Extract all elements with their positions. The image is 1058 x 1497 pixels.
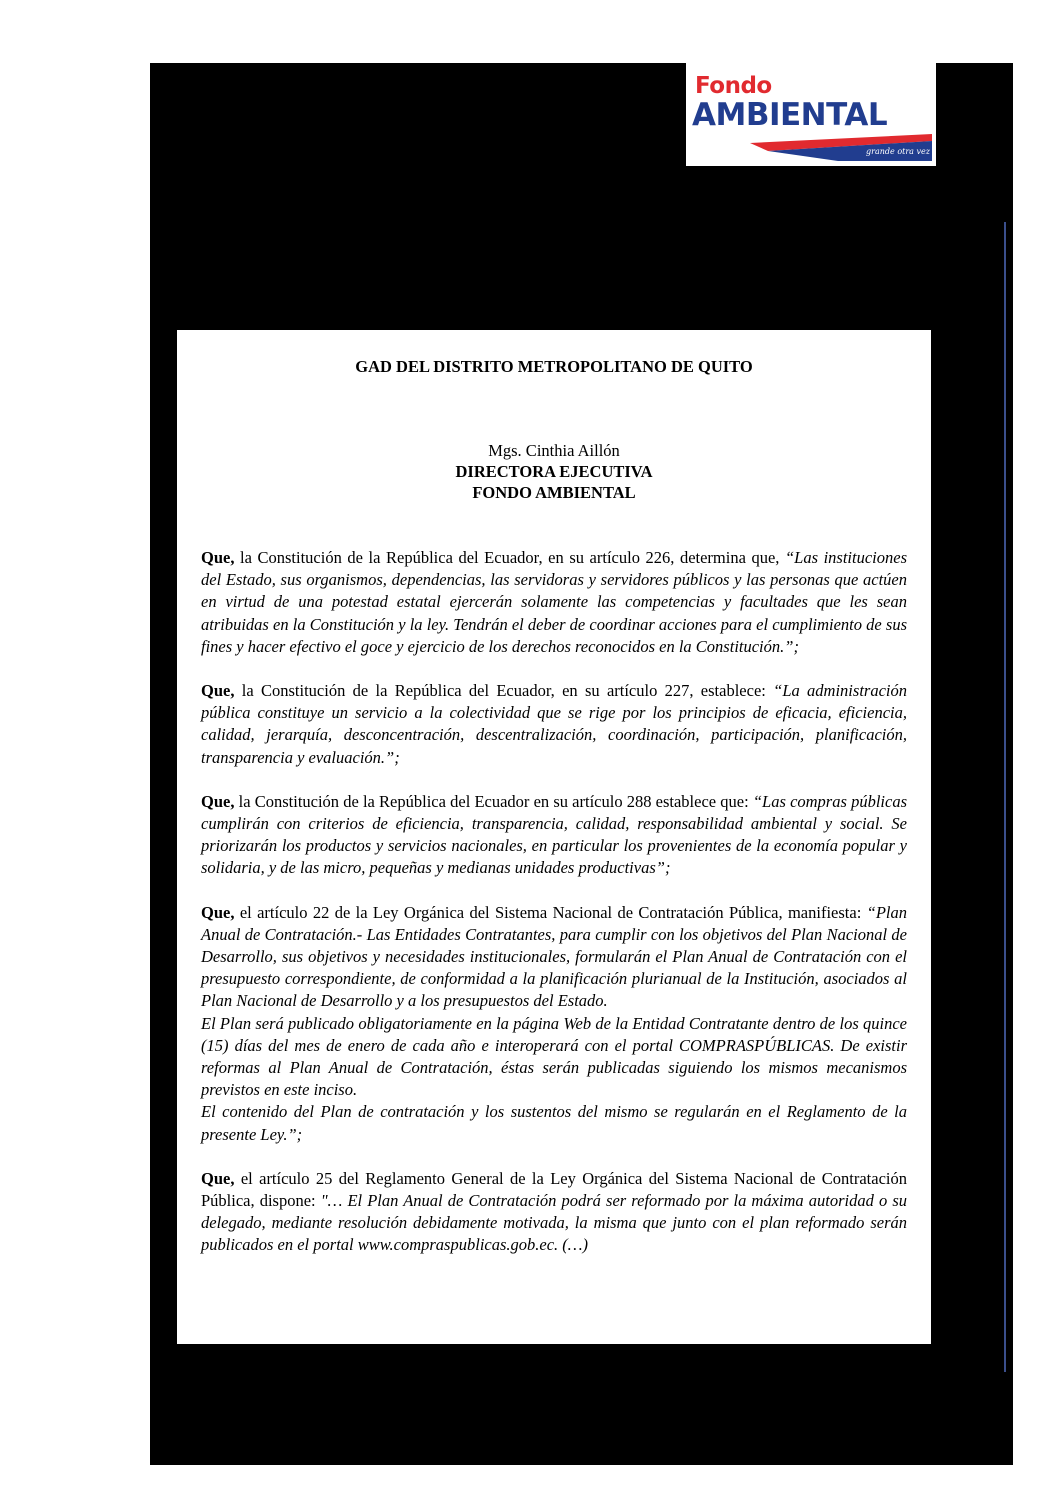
signature-block <box>177 440 931 503</box>
paragraph-quote: “Las compras públicas cumplirán con criterios de eficiencia, transparencia, calidad, responsabilidad ambiental y social. Se priorizarán los productos y servicios nacionales, en particular los provenientes de la economía popular y solidaria, y de las micro, pequeñas y medianas unidades productivas”; <box>201 791 907 878</box>
paragraph-text: el artículo 22 de la Ley Orgánica del Sistema Nacional de Contratación Pública, manifiesta: <box>234 902 867 922</box>
paragraph-quote: “Las instituciones del Estado, sus organismos, dependencias, las servidoras y servidores públicos y las personas que actúen en virtud de una potestad estatal ejercerán solamente las competencias y facultades que les sean atribuidas en la Constitución y la ley. Tendrán el deber de coordinar acciones para el cumplimiento de sus fines y hacer efectivo el goce y ejercicio de los derechos reconocidos en la Constitución.”; <box>201 548 907 656</box>
signer-name: Mgs. Cinthia Aillón <box>488 441 620 460</box>
edge-rule <box>1004 222 1006 1372</box>
paragraph <box>201 547 907 658</box>
paragraph <box>201 1168 907 1257</box>
logo-line-ambiental: AMBIENTAL <box>692 97 888 133</box>
paragraph-lead: Que, <box>201 681 235 701</box>
paragraph-quote: “Plan Anual de Contratación.- Las Entidades Contratantes, para cumplir con los objetivos del Plan Nacional de Desarrollo, sus objetivos y necesidades institucionales, formularán el Plan Anual de Contratación con el presupuesto correspondiente, de conformidad a la planificación plurianual de la Institución, asociados al Plan Nacional de Desarrollo y a los presupuestos del Estado. <box>201 902 907 1011</box>
paragraph-text: la Constitución de la República del Ecuador en su artículo 288 establece que: <box>234 791 753 811</box>
paragraph-lead: Que, <box>201 791 235 811</box>
paragraph-lead: Que, <box>201 902 235 922</box>
paragraph-continuation <box>201 1013 907 1102</box>
document-body <box>201 547 907 1279</box>
paragraph-quote: El Plan será publicado obligatoriamente en la página Web de la Entidad Contratante dentro de los quince (15) días del mes de enero de cada año e interoperará con el portal COMPRASPÚBLICAS. De existir reformas al Plan Anual de Contratación, éstas serán publicadas siguiendo los mismos mecanismos previstos en este inciso. <box>201 1013 907 1100</box>
document-content <box>177 330 931 1344</box>
paragraph-quote: “La administración pública constituye un servicio a la colectividad que se rige por los principios de eficacia, eficiencia, calidad, jerarquía, desconcentración, descentralización, coordinación, participación, planificación, transparencia y evaluación.”; <box>201 681 907 767</box>
paragraph-lead: Que, <box>201 548 235 567</box>
svg-text:grande otra vez: grande otra vez <box>866 147 930 156</box>
document-title: GAD DEL DISTRITO METROPOLITANO DE QUITO <box>355 357 753 376</box>
paragraph <box>201 680 907 769</box>
paragraph-quote: "… El Plan Anual de Contratación podrá ser reformado por la máxima autoridad o su delegado, mediante resolución debidamente motivada, la misma que junto con el plan reformado serán publicados en el portal www.compraspublicas.gob.ec. (…) <box>201 1191 908 1255</box>
signer-org: FONDO AMBIENTAL <box>472 483 636 502</box>
paragraph-lead: Que, <box>201 1168 235 1188</box>
paragraph-continuation <box>201 1101 907 1145</box>
paragraph-text: el artículo 25 del Reglamento General de la Ley Orgánica del Sistema Nacional de Contratación Pública, dispone: <box>201 1168 907 1211</box>
paragraph <box>201 791 907 880</box>
paragraph-quote: El contenido del Plan de contratación y los sustentos del mismo se regularán en el Reglamento de la presente Ley.”; <box>201 1102 907 1144</box>
paragraph-text: la Constitución de la República del Ecuador, en su artículo 226, determina que, <box>234 548 785 567</box>
paragraph <box>201 902 907 1013</box>
signer-role: DIRECTORA EJECUTIVA <box>455 462 653 481</box>
paragraph-text: la Constitución de la República del Ecuador, en su artículo 227, establece: <box>234 681 774 701</box>
logo-swoosh-icon <box>750 131 932 163</box>
logo-line-fondo: Fondo <box>695 73 772 99</box>
fondo-ambiental-logo <box>686 63 936 166</box>
